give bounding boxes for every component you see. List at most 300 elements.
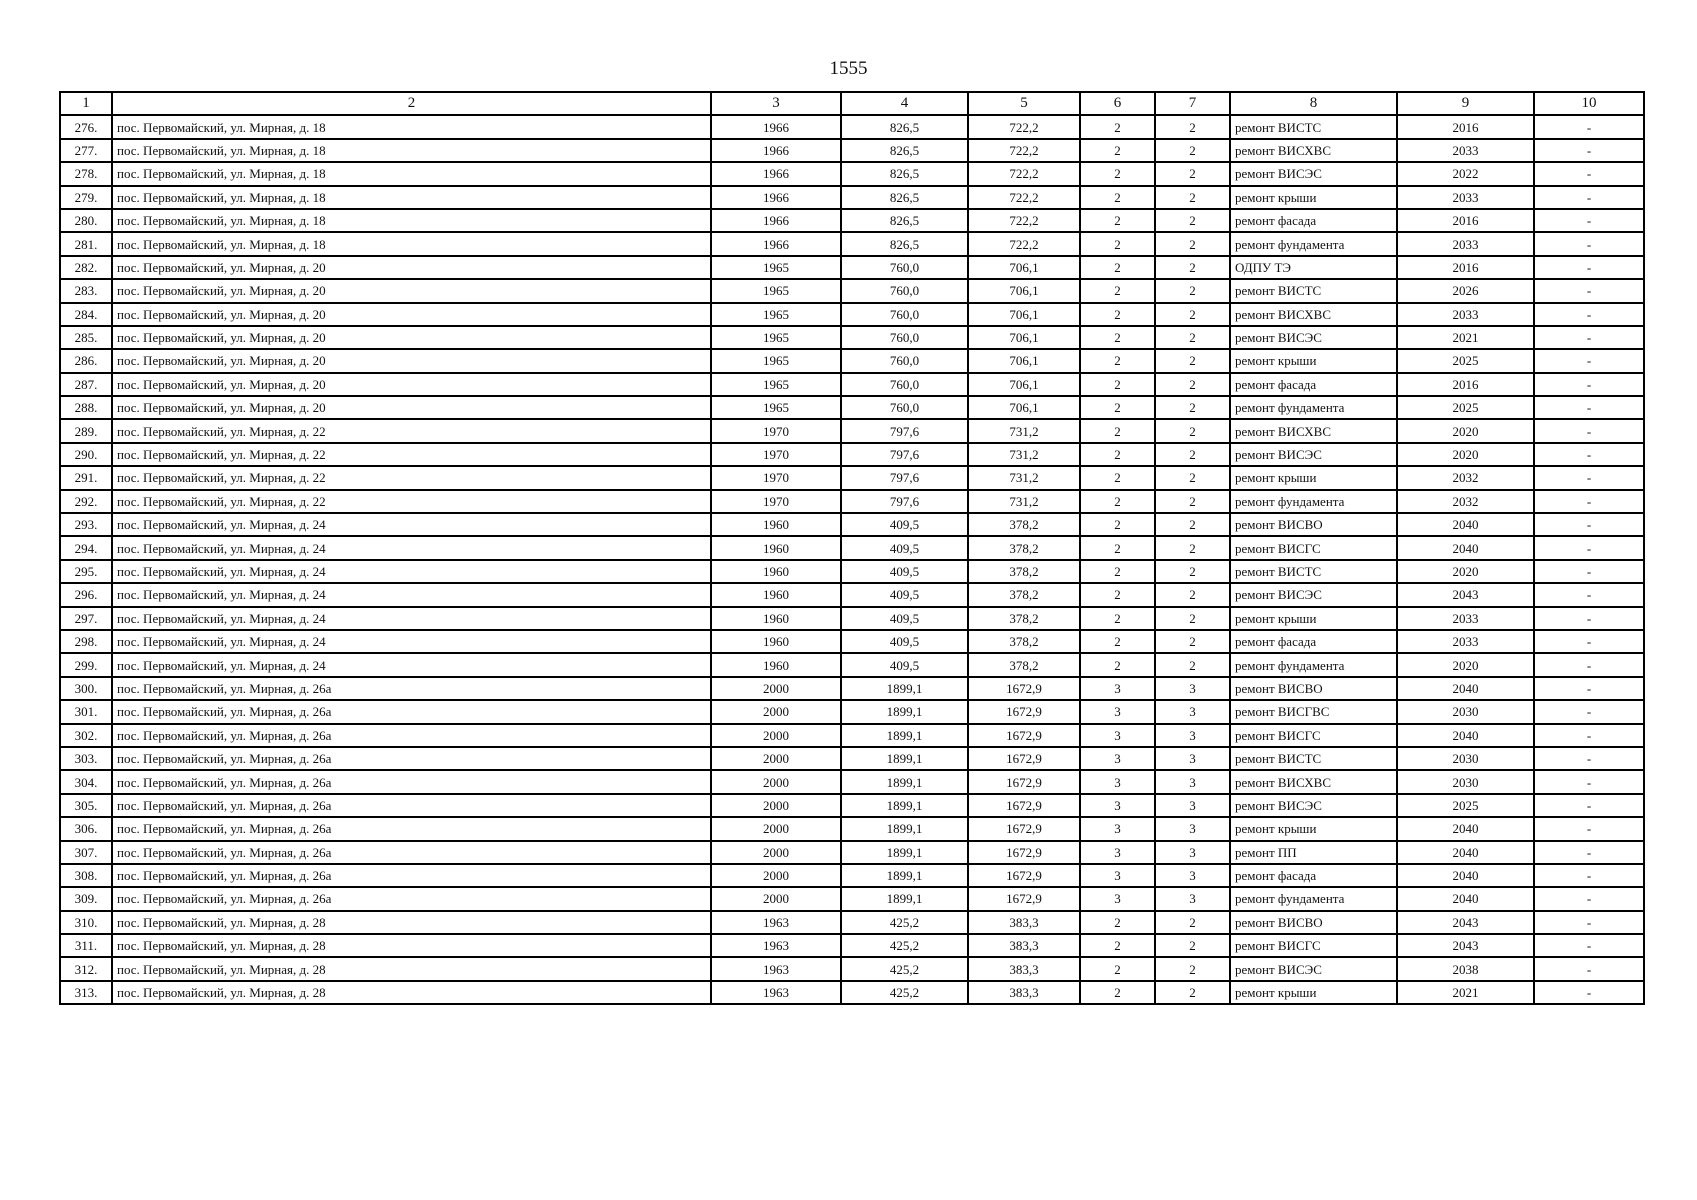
cell-entrances: 2 — [1155, 373, 1230, 396]
cell-entrances: 2 — [1155, 630, 1230, 653]
cell-work-type: ремонт ВИСВО — [1230, 513, 1397, 536]
cell-planned-year: 2033 — [1397, 303, 1534, 326]
cell-planned-year: 2030 — [1397, 700, 1534, 723]
cell-note: - — [1534, 747, 1644, 770]
table-row — [60, 981, 1644, 1004]
table-row — [60, 887, 1644, 910]
cell-living-area: 731,2 — [968, 419, 1080, 442]
cell-year-built: 1970 — [711, 419, 841, 442]
cell-work-type: ремонт ВИСГВС — [1230, 700, 1397, 723]
cell-floors: 2 — [1080, 349, 1155, 372]
cell-year-built: 2000 — [711, 817, 841, 840]
cell-work-type: ремонт ВИСГС — [1230, 724, 1397, 747]
cell-entrances: 2 — [1155, 256, 1230, 279]
cell-planned-year: 2030 — [1397, 747, 1534, 770]
cell-address: пос. Первомайский, ул. Мирная, д. 26а — [112, 677, 711, 700]
cell-total-area: 826,5 — [841, 139, 968, 162]
page-number: 1555 — [829, 58, 868, 79]
column-header-7: 7 — [1155, 92, 1230, 115]
cell-entrances: 2 — [1155, 349, 1230, 372]
cell-planned-year: 2016 — [1397, 115, 1534, 138]
cell-work-type: ремонт ВИСГС — [1230, 934, 1397, 957]
column-header-10: 10 — [1534, 92, 1644, 115]
cell-total-area: 826,5 — [841, 209, 968, 232]
cell-year-built: 1963 — [711, 911, 841, 934]
column-header-5: 5 — [968, 92, 1080, 115]
cell-row-number: 286. — [60, 349, 112, 372]
cell-address: пос. Первомайский, ул. Мирная, д. 28 — [112, 981, 711, 1004]
cell-row-number: 288. — [60, 396, 112, 419]
cell-total-area: 760,0 — [841, 373, 968, 396]
cell-total-area: 1899,1 — [841, 841, 968, 864]
cell-address: пос. Первомайский, ул. Мирная, д. 18 — [112, 186, 711, 209]
cell-living-area: 722,2 — [968, 139, 1080, 162]
cell-note: - — [1534, 607, 1644, 630]
cell-living-area: 383,3 — [968, 981, 1080, 1004]
cell-floors: 3 — [1080, 677, 1155, 700]
column-header-1: 1 — [60, 92, 112, 115]
cell-address: пос. Первомайский, ул. Мирная, д. 28 — [112, 957, 711, 980]
table-row — [60, 817, 1644, 840]
table-row — [60, 396, 1644, 419]
table-row — [60, 864, 1644, 887]
cell-entrances: 2 — [1155, 607, 1230, 630]
cell-note: - — [1534, 677, 1644, 700]
cell-planned-year: 2016 — [1397, 209, 1534, 232]
cell-work-type: ремонт ВИСХВС — [1230, 770, 1397, 793]
cell-floors: 2 — [1080, 419, 1155, 442]
cell-year-built: 1965 — [711, 373, 841, 396]
cell-entrances: 3 — [1155, 817, 1230, 840]
cell-living-area: 383,3 — [968, 957, 1080, 980]
cell-work-type: ремонт ВИСГС — [1230, 536, 1397, 559]
cell-floors: 3 — [1080, 887, 1155, 910]
cell-planned-year: 2020 — [1397, 443, 1534, 466]
cell-entrances: 2 — [1155, 560, 1230, 583]
cell-year-built: 1966 — [711, 209, 841, 232]
cell-work-type: ремонт крыши — [1230, 981, 1397, 1004]
cell-entrances: 2 — [1155, 536, 1230, 559]
cell-row-number: 283. — [60, 279, 112, 302]
cell-planned-year: 2033 — [1397, 607, 1534, 630]
cell-entrances: 2 — [1155, 139, 1230, 162]
cell-total-area: 797,6 — [841, 443, 968, 466]
table-row — [60, 443, 1644, 466]
cell-year-built: 1965 — [711, 303, 841, 326]
cell-planned-year: 2040 — [1397, 817, 1534, 840]
table-row — [60, 747, 1644, 770]
table-row — [60, 115, 1644, 138]
table-row — [60, 607, 1644, 630]
cell-row-number: 299. — [60, 653, 112, 676]
cell-living-area: 722,2 — [968, 209, 1080, 232]
cell-row-number: 307. — [60, 841, 112, 864]
cell-note: - — [1534, 583, 1644, 606]
cell-year-built: 1960 — [711, 513, 841, 536]
table-row — [60, 419, 1644, 442]
table-header-row — [60, 92, 1644, 115]
cell-work-type: ремонт крыши — [1230, 466, 1397, 489]
table-row — [60, 841, 1644, 864]
cell-address: пос. Первомайский, ул. Мирная, д. 24 — [112, 513, 711, 536]
cell-total-area: 1899,1 — [841, 770, 968, 793]
cell-entrances: 2 — [1155, 115, 1230, 138]
cell-floors: 2 — [1080, 396, 1155, 419]
cell-row-number: 300. — [60, 677, 112, 700]
cell-entrances: 3 — [1155, 724, 1230, 747]
cell-row-number: 292. — [60, 490, 112, 513]
cell-row-number: 291. — [60, 466, 112, 489]
cell-entrances: 2 — [1155, 911, 1230, 934]
cell-year-built: 2000 — [711, 770, 841, 793]
cell-note: - — [1534, 396, 1644, 419]
cell-year-built: 2000 — [711, 841, 841, 864]
cell-total-area: 826,5 — [841, 186, 968, 209]
cell-row-number: 290. — [60, 443, 112, 466]
cell-total-area: 1899,1 — [841, 887, 968, 910]
column-header-4: 4 — [841, 92, 968, 115]
column-header-3: 3 — [711, 92, 841, 115]
cell-planned-year: 2033 — [1397, 186, 1534, 209]
cell-planned-year: 2032 — [1397, 466, 1534, 489]
cell-living-area: 706,1 — [968, 396, 1080, 419]
table-row — [60, 186, 1644, 209]
cell-total-area: 797,6 — [841, 419, 968, 442]
cell-address: пос. Первомайский, ул. Мирная, д. 20 — [112, 326, 711, 349]
cell-note: - — [1534, 162, 1644, 185]
cell-total-area: 425,2 — [841, 957, 968, 980]
cell-note: - — [1534, 560, 1644, 583]
cell-total-area: 1899,1 — [841, 817, 968, 840]
cell-year-built: 2000 — [711, 677, 841, 700]
column-header-2: 2 — [112, 92, 711, 115]
cell-living-area: 706,1 — [968, 303, 1080, 326]
cell-living-area: 378,2 — [968, 536, 1080, 559]
cell-address: пос. Первомайский, ул. Мирная, д. 20 — [112, 279, 711, 302]
cell-entrances: 2 — [1155, 653, 1230, 676]
cell-work-type: ОДПУ ТЭ — [1230, 256, 1397, 279]
table-row — [60, 700, 1644, 723]
cell-total-area: 425,2 — [841, 934, 968, 957]
cell-total-area: 1899,1 — [841, 864, 968, 887]
cell-note: - — [1534, 303, 1644, 326]
table-row — [60, 232, 1644, 255]
cell-year-built: 1960 — [711, 653, 841, 676]
cell-address: пос. Первомайский, ул. Мирная, д. 26а — [112, 864, 711, 887]
cell-year-built: 1966 — [711, 186, 841, 209]
cell-living-area: 378,2 — [968, 630, 1080, 653]
cell-address: пос. Первомайский, ул. Мирная, д. 26а — [112, 817, 711, 840]
cell-note: - — [1534, 443, 1644, 466]
table-row — [60, 770, 1644, 793]
cell-living-area: 706,1 — [968, 349, 1080, 372]
cell-row-number: 310. — [60, 911, 112, 934]
cell-note: - — [1534, 419, 1644, 442]
cell-total-area: 826,5 — [841, 115, 968, 138]
table-row — [60, 630, 1644, 653]
cell-work-type: ремонт фундамента — [1230, 490, 1397, 513]
cell-floors: 3 — [1080, 864, 1155, 887]
cell-address: пос. Первомайский, ул. Мирная, д. 24 — [112, 653, 711, 676]
cell-floors: 2 — [1080, 560, 1155, 583]
cell-floors: 2 — [1080, 256, 1155, 279]
cell-year-built: 1963 — [711, 934, 841, 957]
cell-note: - — [1534, 232, 1644, 255]
cell-floors: 2 — [1080, 630, 1155, 653]
cell-row-number: 281. — [60, 232, 112, 255]
cell-row-number: 303. — [60, 747, 112, 770]
cell-note: - — [1534, 326, 1644, 349]
cell-floors: 2 — [1080, 490, 1155, 513]
cell-total-area: 425,2 — [841, 911, 968, 934]
cell-work-type: ремонт ВИСХВС — [1230, 139, 1397, 162]
cell-year-built: 2000 — [711, 724, 841, 747]
cell-total-area: 1899,1 — [841, 700, 968, 723]
table-row — [60, 466, 1644, 489]
cell-total-area: 409,5 — [841, 653, 968, 676]
cell-planned-year: 2040 — [1397, 513, 1534, 536]
cell-address: пос. Первомайский, ул. Мирная, д. 18 — [112, 209, 711, 232]
cell-planned-year: 2040 — [1397, 724, 1534, 747]
cell-row-number: 301. — [60, 700, 112, 723]
cell-entrances: 3 — [1155, 794, 1230, 817]
cell-planned-year: 2038 — [1397, 957, 1534, 980]
cell-note: - — [1534, 794, 1644, 817]
cell-year-built: 1970 — [711, 443, 841, 466]
cell-year-built: 1960 — [711, 630, 841, 653]
cell-total-area: 409,5 — [841, 513, 968, 536]
cell-row-number: 284. — [60, 303, 112, 326]
cell-address: пос. Первомайский, ул. Мирная, д. 18 — [112, 139, 711, 162]
cell-address: пос. Первомайский, ул. Мирная, д. 22 — [112, 466, 711, 489]
cell-note: - — [1534, 911, 1644, 934]
cell-year-built: 1966 — [711, 162, 841, 185]
cell-note: - — [1534, 887, 1644, 910]
cell-work-type: ремонт ВИСЭС — [1230, 326, 1397, 349]
cell-address: пос. Первомайский, ул. Мирная, д. 22 — [112, 419, 711, 442]
cell-row-number: 305. — [60, 794, 112, 817]
cell-floors: 2 — [1080, 232, 1155, 255]
cell-living-area: 1672,9 — [968, 770, 1080, 793]
cell-total-area: 1899,1 — [841, 677, 968, 700]
cell-note: - — [1534, 115, 1644, 138]
cell-entrances: 2 — [1155, 232, 1230, 255]
cell-work-type: ремонт ВИСЭС — [1230, 443, 1397, 466]
cell-work-type: ремонт ПП — [1230, 841, 1397, 864]
cell-row-number: 293. — [60, 513, 112, 536]
cell-address: пос. Первомайский, ул. Мирная, д. 20 — [112, 349, 711, 372]
cell-planned-year: 2025 — [1397, 349, 1534, 372]
cell-living-area: 1672,9 — [968, 794, 1080, 817]
column-header-8: 8 — [1230, 92, 1397, 115]
column-header-6: 6 — [1080, 92, 1155, 115]
table-row — [60, 957, 1644, 980]
cell-floors: 2 — [1080, 186, 1155, 209]
cell-floors: 2 — [1080, 162, 1155, 185]
repair-schedule-table — [59, 91, 1645, 1005]
cell-year-built: 1960 — [711, 536, 841, 559]
cell-planned-year: 2040 — [1397, 841, 1534, 864]
cell-entrances: 2 — [1155, 419, 1230, 442]
cell-year-built: 2000 — [711, 887, 841, 910]
cell-floors: 3 — [1080, 700, 1155, 723]
cell-floors: 2 — [1080, 209, 1155, 232]
cell-planned-year: 2033 — [1397, 232, 1534, 255]
cell-total-area: 760,0 — [841, 279, 968, 302]
cell-address: пос. Первомайский, ул. Мирная, д. 26а — [112, 700, 711, 723]
cell-living-area: 722,2 — [968, 186, 1080, 209]
cell-address: пос. Первомайский, ул. Мирная, д. 26а — [112, 747, 711, 770]
table-row — [60, 677, 1644, 700]
cell-note: - — [1534, 934, 1644, 957]
cell-living-area: 731,2 — [968, 443, 1080, 466]
cell-year-built: 1965 — [711, 326, 841, 349]
cell-row-number: 306. — [60, 817, 112, 840]
cell-entrances: 2 — [1155, 186, 1230, 209]
cell-living-area: 378,2 — [968, 653, 1080, 676]
cell-living-area: 706,1 — [968, 279, 1080, 302]
cell-floors: 2 — [1080, 373, 1155, 396]
cell-planned-year: 2043 — [1397, 911, 1534, 934]
cell-entrances: 3 — [1155, 677, 1230, 700]
cell-note: - — [1534, 536, 1644, 559]
cell-note: - — [1534, 817, 1644, 840]
cell-floors: 3 — [1080, 747, 1155, 770]
cell-floors: 3 — [1080, 841, 1155, 864]
cell-address: пос. Первомайский, ул. Мирная, д. 24 — [112, 630, 711, 653]
cell-total-area: 826,5 — [841, 232, 968, 255]
cell-total-area: 409,5 — [841, 536, 968, 559]
cell-entrances: 3 — [1155, 747, 1230, 770]
cell-total-area: 1899,1 — [841, 724, 968, 747]
cell-row-number: 297. — [60, 607, 112, 630]
cell-address: пос. Первомайский, ул. Мирная, д. 20 — [112, 373, 711, 396]
cell-row-number: 282. — [60, 256, 112, 279]
cell-living-area: 706,1 — [968, 373, 1080, 396]
cell-year-built: 1963 — [711, 981, 841, 1004]
cell-living-area: 722,2 — [968, 115, 1080, 138]
cell-entrances: 2 — [1155, 396, 1230, 419]
cell-note: - — [1534, 139, 1644, 162]
cell-row-number: 276. — [60, 115, 112, 138]
cell-note: - — [1534, 957, 1644, 980]
table-row — [60, 209, 1644, 232]
cell-living-area: 731,2 — [968, 466, 1080, 489]
cell-floors: 2 — [1080, 981, 1155, 1004]
cell-planned-year: 2025 — [1397, 396, 1534, 419]
cell-entrances: 2 — [1155, 279, 1230, 302]
table-row — [60, 653, 1644, 676]
cell-planned-year: 2030 — [1397, 770, 1534, 793]
cell-living-area: 722,2 — [968, 232, 1080, 255]
cell-row-number: 308. — [60, 864, 112, 887]
cell-total-area: 1899,1 — [841, 747, 968, 770]
cell-work-type: ремонт крыши — [1230, 186, 1397, 209]
table-row — [60, 583, 1644, 606]
cell-planned-year: 2025 — [1397, 794, 1534, 817]
cell-note: - — [1534, 864, 1644, 887]
cell-living-area: 1672,9 — [968, 841, 1080, 864]
cell-floors: 2 — [1080, 653, 1155, 676]
cell-work-type: ремонт фасада — [1230, 630, 1397, 653]
cell-address: пос. Первомайский, ул. Мирная, д. 22 — [112, 443, 711, 466]
cell-row-number: 309. — [60, 887, 112, 910]
column-header-9: 9 — [1397, 92, 1534, 115]
cell-total-area: 826,5 — [841, 162, 968, 185]
cell-floors: 3 — [1080, 770, 1155, 793]
cell-year-built: 1965 — [711, 256, 841, 279]
cell-floors: 2 — [1080, 115, 1155, 138]
cell-planned-year: 2020 — [1397, 419, 1534, 442]
cell-total-area: 760,0 — [841, 303, 968, 326]
cell-floors: 2 — [1080, 957, 1155, 980]
cell-floors: 3 — [1080, 817, 1155, 840]
cell-year-built: 1966 — [711, 139, 841, 162]
cell-entrances: 2 — [1155, 490, 1230, 513]
cell-planned-year: 2021 — [1397, 981, 1534, 1004]
cell-planned-year: 2040 — [1397, 536, 1534, 559]
cell-work-type: ремонт фасада — [1230, 373, 1397, 396]
cell-year-built: 1970 — [711, 466, 841, 489]
cell-address: пос. Первомайский, ул. Мирная, д. 24 — [112, 583, 711, 606]
table-row — [60, 279, 1644, 302]
table-row — [60, 490, 1644, 513]
cell-planned-year: 2043 — [1397, 934, 1534, 957]
cell-entrances: 2 — [1155, 957, 1230, 980]
cell-living-area: 1672,9 — [968, 747, 1080, 770]
cell-living-area: 731,2 — [968, 490, 1080, 513]
cell-address: пос. Первомайский, ул. Мирная, д. 26а — [112, 841, 711, 864]
cell-work-type: ремонт фасада — [1230, 864, 1397, 887]
cell-address: пос. Первомайский, ул. Мирная, д. 24 — [112, 560, 711, 583]
cell-work-type: ремонт ВИСЭС — [1230, 583, 1397, 606]
cell-row-number: 280. — [60, 209, 112, 232]
cell-note: - — [1534, 700, 1644, 723]
cell-work-type: ремонт крыши — [1230, 607, 1397, 630]
cell-floors: 2 — [1080, 934, 1155, 957]
cell-address: пос. Первомайский, ул. Мирная, д. 26а — [112, 887, 711, 910]
cell-total-area: 409,5 — [841, 560, 968, 583]
cell-address: пос. Первомайский, ул. Мирная, д. 28 — [112, 934, 711, 957]
cell-total-area: 760,0 — [841, 326, 968, 349]
cell-planned-year: 2021 — [1397, 326, 1534, 349]
cell-entrances: 2 — [1155, 934, 1230, 957]
cell-row-number: 289. — [60, 419, 112, 442]
cell-planned-year: 2020 — [1397, 560, 1534, 583]
cell-living-area: 383,3 — [968, 934, 1080, 957]
cell-floors: 2 — [1080, 326, 1155, 349]
cell-planned-year: 2032 — [1397, 490, 1534, 513]
cell-entrances: 3 — [1155, 864, 1230, 887]
cell-note: - — [1534, 981, 1644, 1004]
cell-work-type: ремонт крыши — [1230, 349, 1397, 372]
cell-work-type: ремонт ВИСВО — [1230, 677, 1397, 700]
cell-year-built: 1970 — [711, 490, 841, 513]
cell-entrances: 3 — [1155, 700, 1230, 723]
cell-row-number: 312. — [60, 957, 112, 980]
cell-note: - — [1534, 770, 1644, 793]
cell-row-number: 278. — [60, 162, 112, 185]
cell-year-built: 1960 — [711, 583, 841, 606]
cell-living-area: 378,2 — [968, 560, 1080, 583]
cell-floors: 2 — [1080, 536, 1155, 559]
cell-entrances: 2 — [1155, 583, 1230, 606]
cell-address: пос. Первомайский, ул. Мирная, д. 22 — [112, 490, 711, 513]
cell-living-area: 1672,9 — [968, 887, 1080, 910]
cell-work-type: ремонт ВИСТС — [1230, 747, 1397, 770]
cell-work-type: ремонт ВИСВО — [1230, 911, 1397, 934]
cell-note: - — [1534, 513, 1644, 536]
